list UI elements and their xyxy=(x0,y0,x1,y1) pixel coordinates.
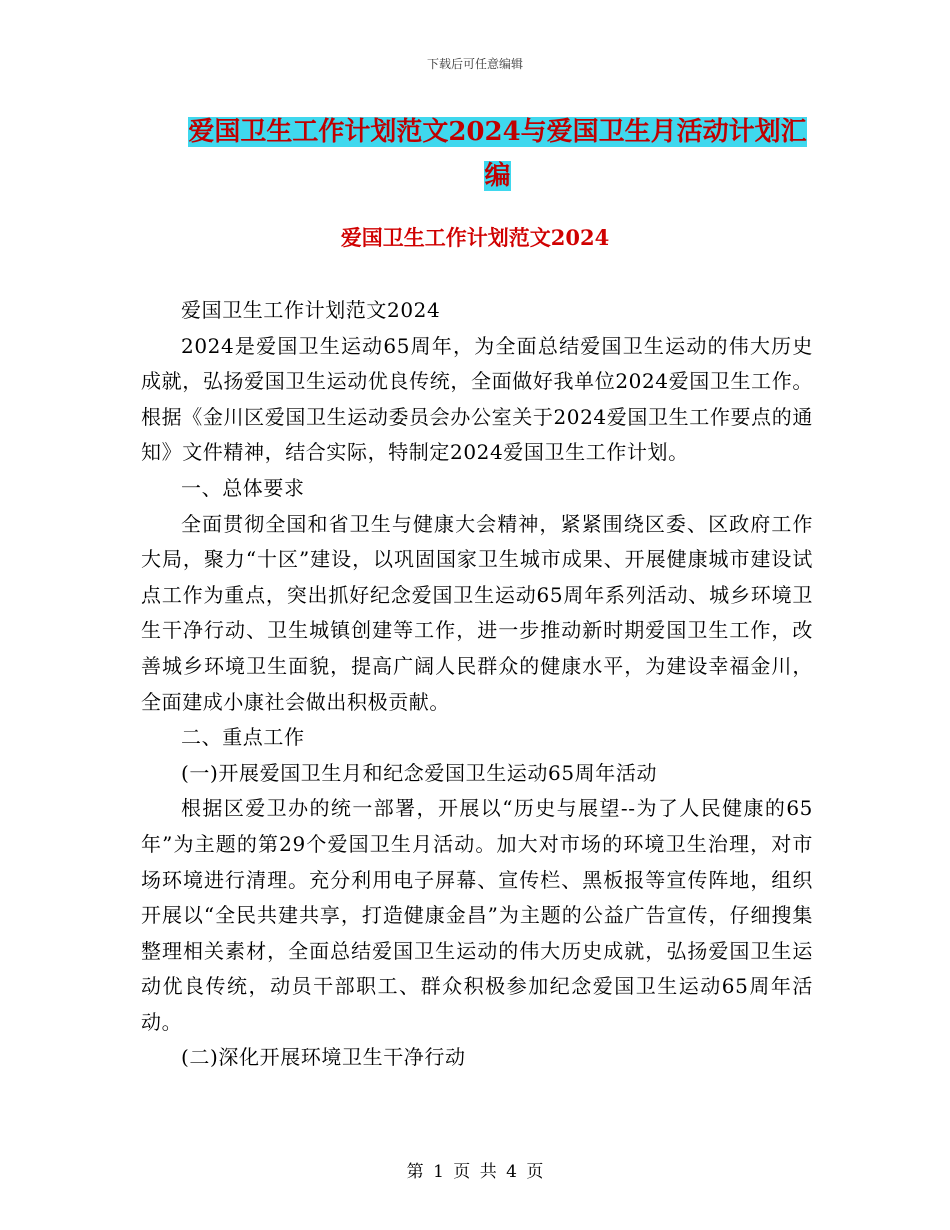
subheading-health-month: (一)开展爱国卫生月和纪念爱国卫生运动65周年活动 xyxy=(181,760,658,785)
header-note: 下载后可任意编辑 xyxy=(426,57,523,71)
section-title: 爱国卫生工作计划范文2024 xyxy=(340,225,610,250)
page-footer: 第 1 页 共 4 页 xyxy=(406,1162,544,1182)
paragraph-subtitle: 爱国卫生工作计划范文2024 xyxy=(181,298,441,322)
paragraph-general-requirements: 全面贯彻全国和省卫生与健康大会精神，紧紧围绕区委、区政府工作大局，聚力“十区”建设，以巩固国家卫生城市成果、开展健康城市建设试点工作为重点，突出抓好纪念爱国卫生运动65周年系列活动、城乡环境卫生干净行动、卫生城镇创建等工作，进一步推动新时期爱国卫生工作，改善城乡环境卫生面貌，提高广阔人民群众的健康水平，为建设幸福金川，全面建成小康社会做出积极贡献。 xyxy=(141,511,813,714)
subheading-clean-action: (二)深化开展环境卫生干净行动 xyxy=(181,1045,466,1070)
paragraph-health-month: 根据区爱卫办的统一部署，开展以“历史与展望--为了人民健康的65年”为主题的第29个爱国卫生月活动。加大对市场的环境卫生治理，对市场环境进行清理。充分利用电子屏幕、宣传栏、黑板报等宣传阵地，组织开展以“全民共建共享，打造健康金昌”为主题的公益广告宣传，仔细搜集整理相关素材，全面总结爱国卫生运动的伟大历史成就，弘扬爱国卫生运动优良传统，动员干部职工、群众积极参加纪念爱国卫生运动65周年活动。 xyxy=(141,796,813,1034)
document-title xyxy=(185,110,810,198)
paragraph-intro: 2024是爱国卫生运动65周年，为全面总结爱国卫生运动的伟大历史成就，弘扬爱国卫生运动优良传统，全面做好我单位2024爱国卫生工作。根据《金川区爱国卫生运动委员会办公室关于2024爱国卫生工作要点的通知》文件精神，结合实际，特制定2024爱国卫生工作计划。 xyxy=(141,333,813,465)
heading-key-work: 二、重点工作 xyxy=(181,725,305,750)
heading-general-requirements: 一、总体要求 xyxy=(181,475,305,500)
document-body xyxy=(141,293,813,1076)
document-title-text: 爱国卫生工作计划范文2024与爱国卫生月活动计划汇编 xyxy=(188,117,807,191)
